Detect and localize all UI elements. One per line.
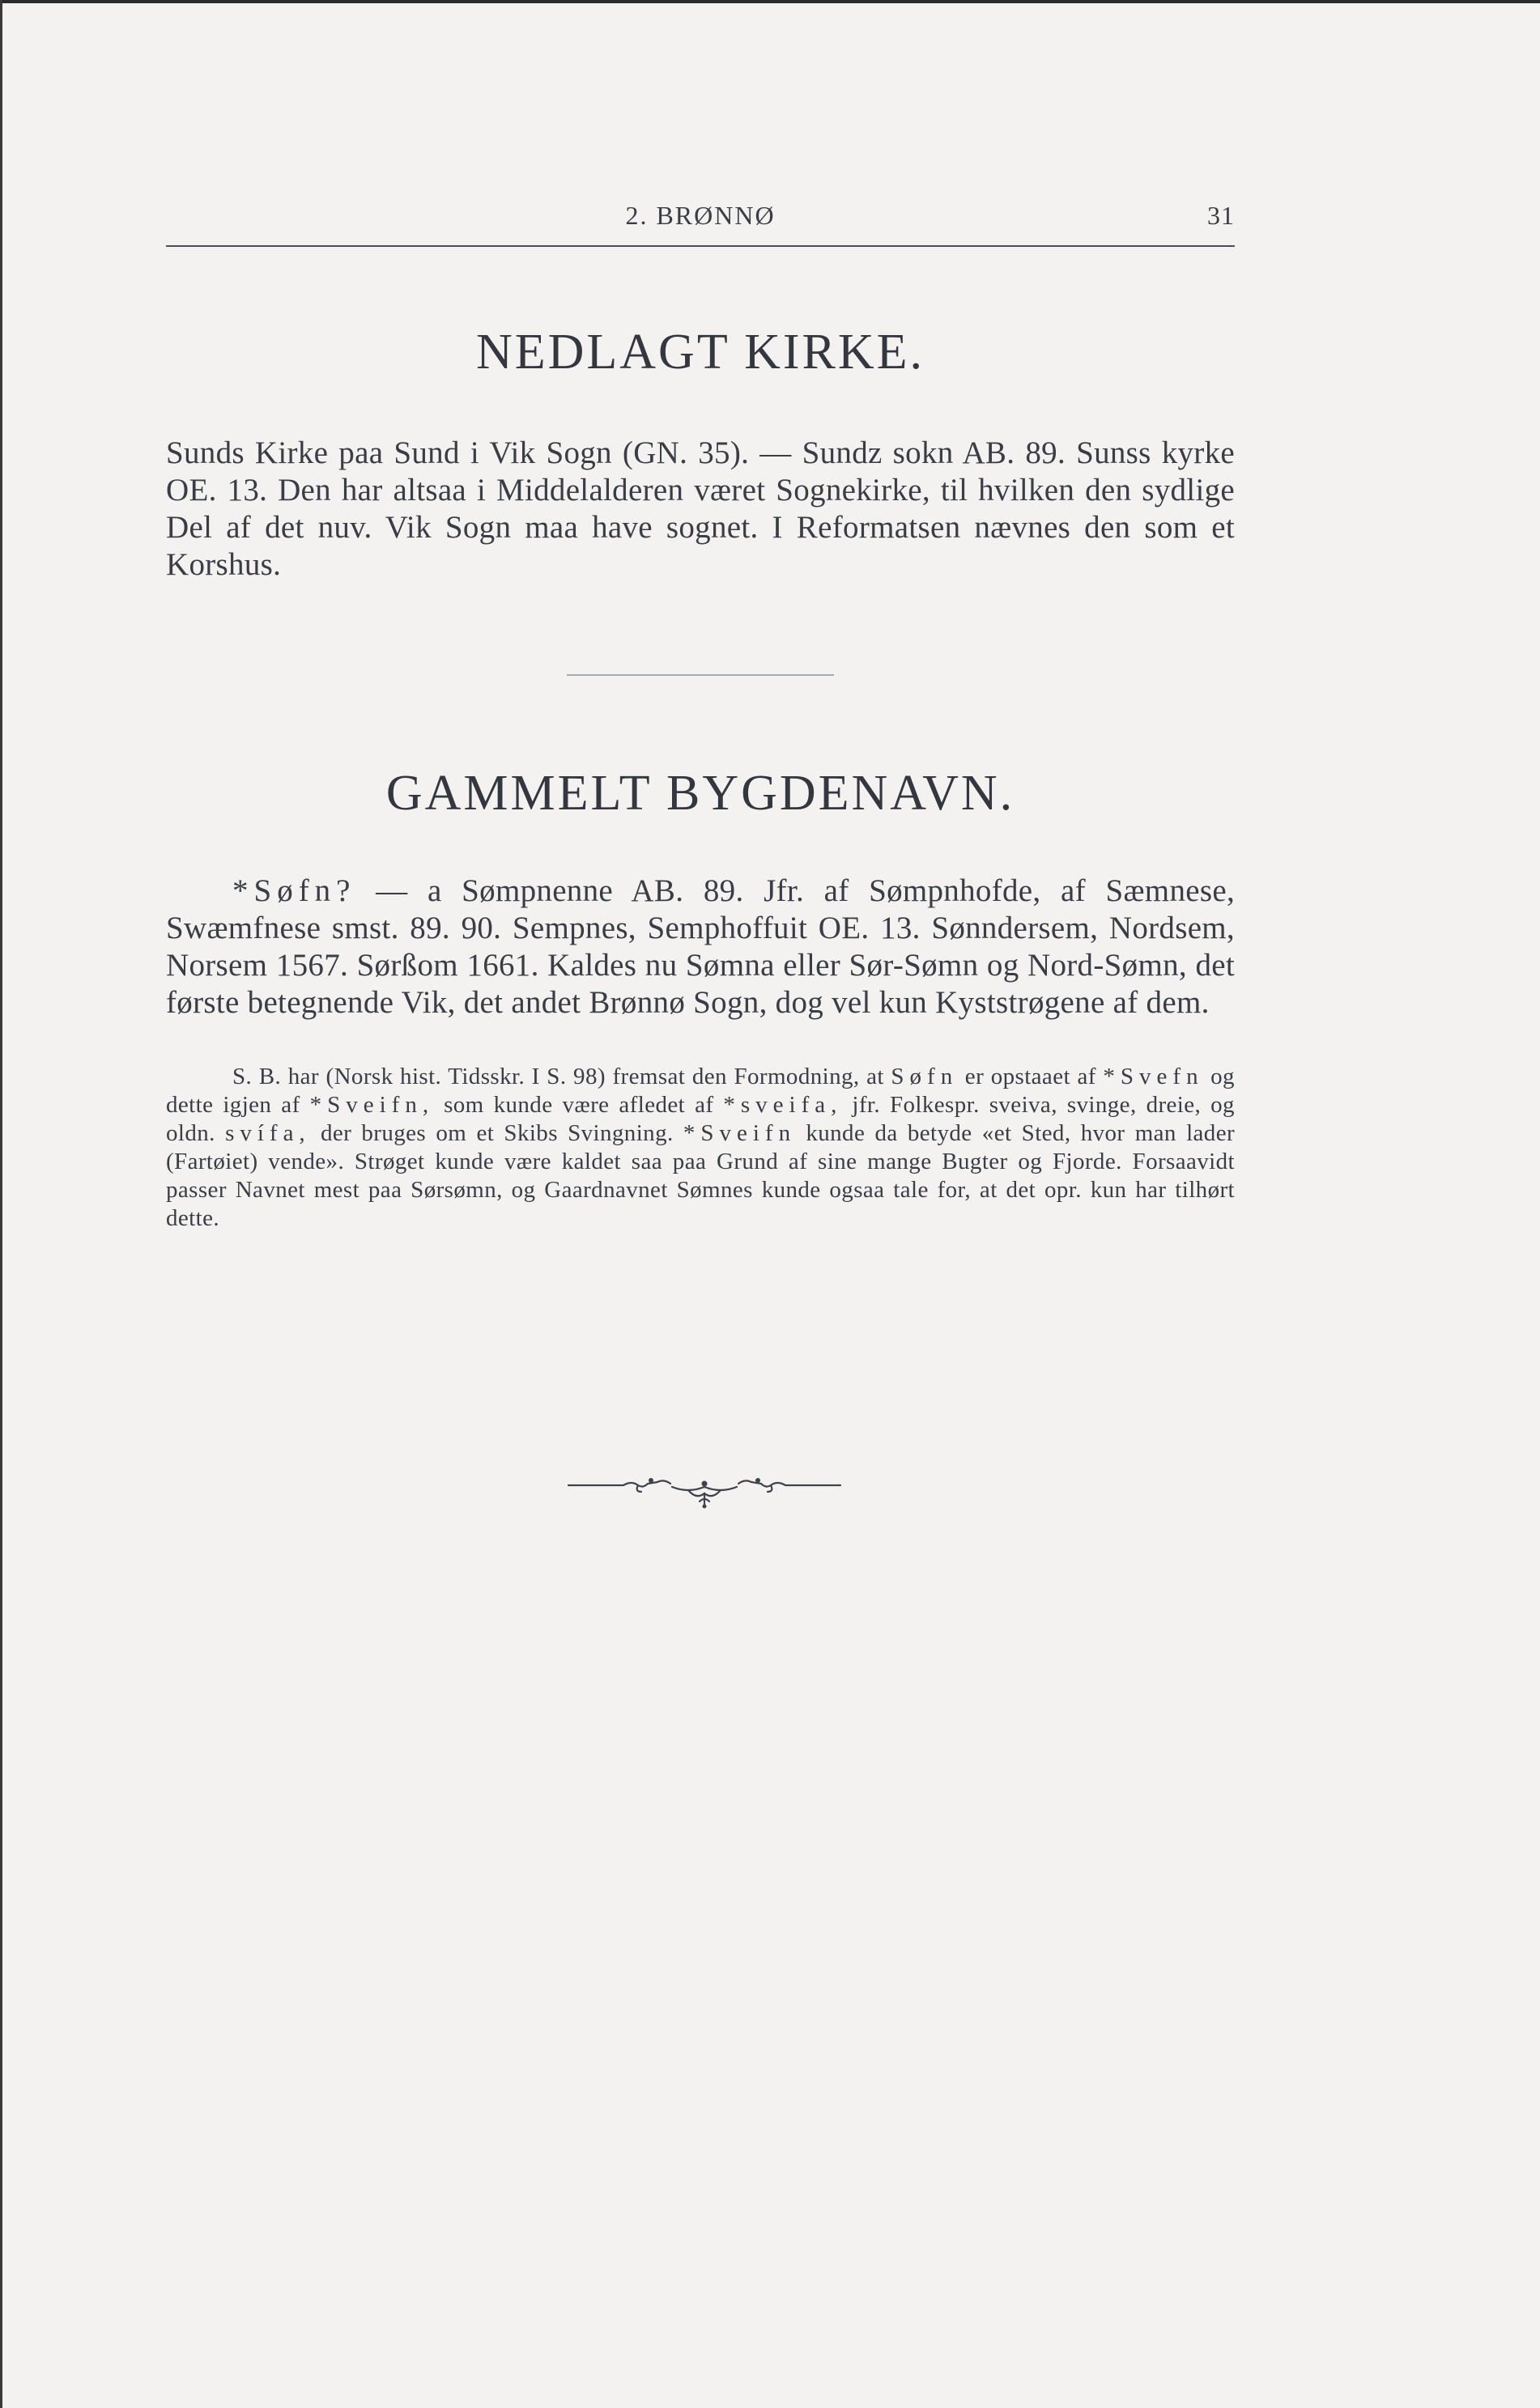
note-term: Søfn [891, 1064, 959, 1089]
footnote-paragraph [166, 1063, 1235, 1233]
running-head [166, 201, 1235, 241]
lead-name: *Søfn? [232, 873, 356, 908]
header-rule [166, 245, 1235, 247]
note-text: og dette igjen af [166, 1064, 1235, 1118]
page-number: 31 [1207, 201, 1235, 230]
paragraph-body: — a Sømpnenne AB. 89. Jfr. af Sømpnhofde, af Sæmnese, Swæmfnese smst. 89. 90. Sempnes, Semphoffuit OE. 13. Sønndersem, Nordsem, Norsem 1567. Sørßom 1661. Kaldes nu Sømna eller Sør-Sømn og Nord-Sømn, det første betegnende Vik, det andet Brønnø Sogn, dog vel kun Kyststrøgene af dem. [166, 873, 1235, 1020]
running-title: 2. BRØNNØ [625, 201, 776, 230]
note-term: *Sveifn [683, 1120, 797, 1146]
note-term: *Sveifn, [309, 1092, 435, 1118]
note-term: *sveifa, [723, 1092, 843, 1118]
section-title-gammelt-bygdenavn: GAMMELT BYGDENAVN. [385, 766, 1015, 821]
note-text: jfr. Folkespr. sveiva, svinge, dreie, og oldn. [166, 1092, 1235, 1146]
note-text: der bruges om et Skibs Svingning. [320, 1120, 674, 1146]
note-intro: S. B. har (Norsk hist. Tidsskr. I S. 98) fremsat den Formodning, at [232, 1064, 884, 1089]
note-text: som kunde være afledet af [444, 1092, 714, 1118]
page-left-edge [0, 0, 2, 2408]
note-term: svífa, [225, 1120, 311, 1146]
page-top-edge [0, 0, 1540, 3]
note-text: er opstaaet af [964, 1064, 1096, 1089]
note-text: kunde da betyde «et Sted, hvor man lader (Fartøiet) vende». Strøget kunde være kaldet saa paa Grund af sine mange Bugter og Fjorde. Forsaavidt passer Navnet mest paa Sørsømn, og Gaardnavnet Sømnes kunde ogsaa tale for, at det opr. kun har tilhørt dette. [166, 1120, 1236, 1231]
decorative-flourish-icon [567, 1469, 842, 1510]
section-divider [567, 674, 834, 676]
section-paragraph-kirke: Sunds Kirke paa Sund i Vik Sogn (GN. 35). — Sundz sokn AB. 89. Sunss kyrke OE. 13. Den har altsaa i Middelalderen været Sognekirke, til hvilken den sydlige Del af det nuv. Vik Sogn maa have sognet. I Reformatsen nævnes den som et Korshus. [166, 435, 1235, 582]
note-term: *Svefn [1103, 1064, 1204, 1089]
section-title-nedlagt-kirke: NEDLAGT KIRKE. [475, 325, 925, 380]
section-paragraph-bygdenavn [166, 873, 1235, 1021]
